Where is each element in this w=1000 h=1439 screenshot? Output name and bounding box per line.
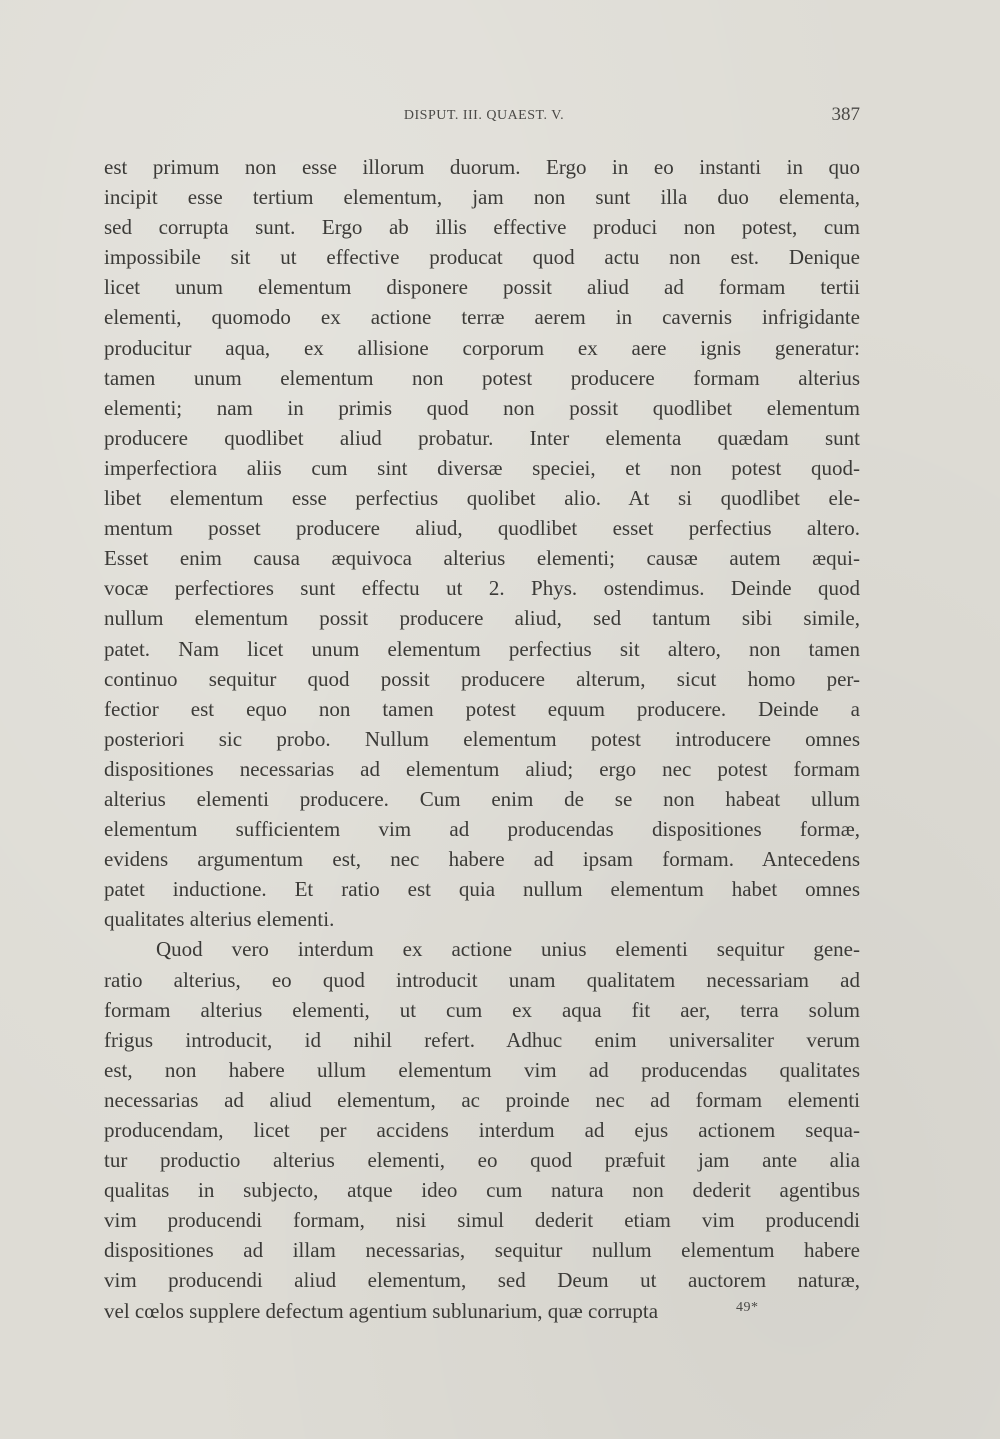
text-line: fectior est equo non tamen potest equum producere. Deinde a [104, 696, 860, 721]
text-line: impossibile sit ut effective producat quod actu non est. Denique [104, 245, 860, 270]
page-number: 387 [831, 104, 860, 125]
text-line: sed corrupta sunt. Ergo ab illis effective produci non potest, cum [104, 215, 860, 240]
text-line: imperfectiora aliis cum sint diversæ speciei, et non potest quod- [104, 455, 860, 480]
text-line: continuo sequitur quod possit producere alterum, sicut homo per- [104, 666, 860, 691]
page-header [108, 104, 860, 128]
text-line: est, non habere ullum elementum vim ad producendas qualitates [104, 1057, 860, 1082]
text-line: ratio alterius, eo quod introducit unam qualitatem necessariam ad [104, 967, 860, 992]
body-text [104, 152, 860, 1326]
text-line: alterius elementi producere. Cum enim de se non habeat ullum [104, 786, 860, 811]
text-line: producitur aqua, ex allisione corporum ex aere ignis generatur: [104, 335, 860, 360]
text-line: elementum sufficientem vim ad producendas dispositiones formæ, [104, 817, 860, 842]
text-line: elementi; nam in primis quod non possit quodlibet elementum [104, 395, 860, 420]
text-line: dispositiones ad illam necessarias, sequitur nullum elementum habere [104, 1238, 860, 1263]
text-line: tamen unum elementum non potest producere formam alterius [104, 365, 860, 390]
text-line: licet unum elementum disponere possit aliud ad formam tertii [104, 275, 860, 300]
text-line: formam alterius elementi, ut cum ex aqua fit aer, terra solum [104, 997, 860, 1022]
text-line: necessarias ad aliud elementum, ac proinde nec ad formam elementi [104, 1087, 860, 1112]
text-line: vim producendi aliud elementum, sed Deum ut auctorem naturæ, [104, 1268, 860, 1293]
text-line: producendam, licet per accidens interdum ad ejus actionem sequa- [104, 1118, 860, 1142]
text-line: qualitates alterius elementi. [104, 907, 335, 932]
text-line: tur productio alterius elementi, eo quod præfuit jam ante alia [104, 1148, 860, 1173]
text-line: est primum non esse illorum duorum. Ergo in eo instanti in quo [104, 155, 860, 179]
text-line: patet inductione. Et ratio est quia nullum elementum habet omnes [104, 877, 860, 902]
text-line: Quod vero interdum ex actione unius elementi sequitur gene- [156, 937, 860, 962]
text-line: mentum posset producere aliud, quodlibet esset perfectius altero. [104, 516, 860, 541]
text-line: libet elementum esse perfectius quolibet alio. At si quodlibet ele- [104, 486, 860, 511]
text-line: patet. Nam licet unum elementum perfectius sit altero, non tamen [104, 636, 860, 661]
text-line: posteriori sic probo. Nullum elementum potest introducere omnes [104, 726, 860, 751]
text-line: vocæ perfectiores sunt effectu ut 2. Phys. ostendimus. Deinde quod [104, 576, 860, 601]
text-line: elementi, quomodo ex actione terræ aerem in cavernis infrigidante [104, 305, 860, 330]
text-line: qualitas in subjecto, atque ideo cum natura non dederit agentibus [104, 1178, 860, 1203]
text-line: vim producendi formam, nisi simul dederit etiam vim producendi [104, 1208, 860, 1233]
running-head: DISPUT. III. QUAEST. V. [403, 108, 565, 123]
signature-mark: 49* [736, 1300, 759, 1315]
text-line: dispositiones necessarias ad elementum aliud; ergo nec potest formam [104, 756, 860, 781]
text-line: frigus introducit, id nihil refert. Adhuc enim universaliter verum [104, 1027, 860, 1052]
text-line: incipit esse tertium elementum, jam non sunt illa duo elementa, [104, 185, 860, 210]
text-line: producere quodlibet aliud probatur. Inter elementa quædam sunt [104, 425, 860, 450]
text-line: vel cœlos supplere defectum agentium sublunarium, quæ corrupta [104, 1298, 659, 1323]
text-line: Esset enim causa æquivoca alterius elementi; causæ autem æqui- [104, 546, 860, 571]
text-line: nullum elementum possit producere aliud, sed tantum sibi simile, [104, 606, 860, 631]
text-line: evidens argumentum est, nec habere ad ipsam formam. Antecedens [104, 847, 860, 872]
